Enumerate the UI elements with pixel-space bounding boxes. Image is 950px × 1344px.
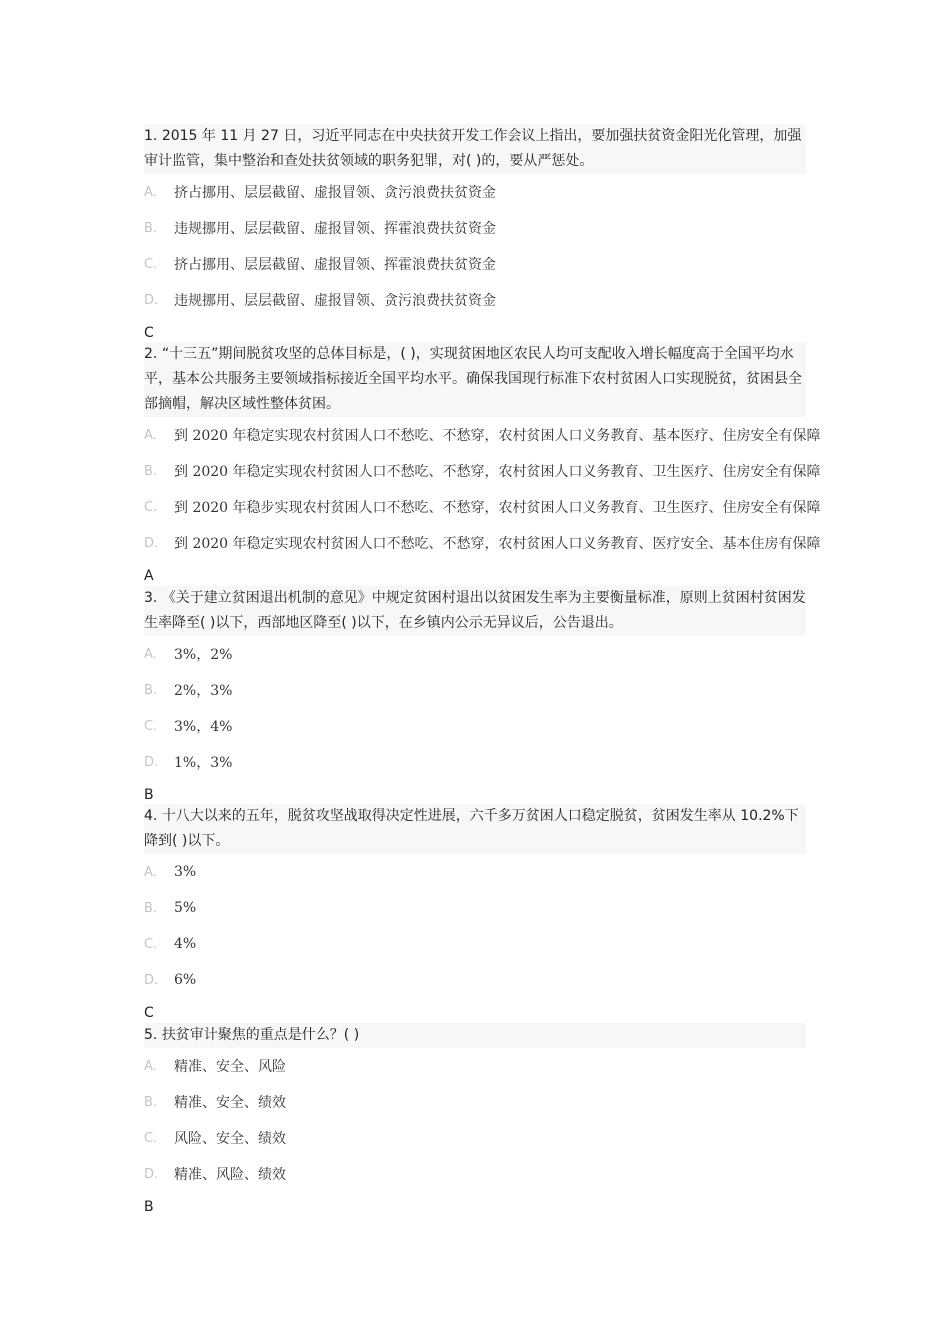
option-text: 4% (174, 936, 197, 952)
option-letter: A. (144, 184, 157, 200)
question-5 (144, 1023, 844, 1219)
question-text: 扶贫审计聚焦的重点是什么？( ) (161, 1027, 360, 1043)
answer-key: A (144, 568, 154, 584)
option-text: 精准、安全、风险 (174, 1059, 286, 1075)
option-letter: C. (144, 499, 158, 515)
option-letter: D. (144, 535, 159, 551)
option-c (144, 246, 844, 282)
question-1 (144, 124, 844, 345)
option-letter: D. (144, 754, 159, 770)
option-d (144, 282, 844, 318)
question-text: 2015 年 11 月 27 日，习近平同志在中央扶贫开发工作会议上指出，要加强扶贫资金阳光化管理，加强审计监管，集中整治和查处扶贫领域的职务犯罪，对( )的，要从严惩处。 (144, 128, 802, 169)
option-letter: D. (144, 1166, 159, 1182)
option-text: 到 2020 年稳步实现农村贫困人口不愁吃、不愁穿，农村贫困人口义务教育、卫生医疗、住房安全有保障 (174, 500, 821, 516)
option-letter: B. (144, 1094, 158, 1110)
answer-key: C (144, 1005, 154, 1021)
question-stem (144, 342, 806, 417)
question-number: 1. (144, 128, 158, 144)
option-text: 精准、风险、绩效 (174, 1167, 286, 1183)
option-d (144, 1156, 844, 1192)
question-2 (144, 342, 844, 588)
question-number: 5. (144, 1027, 158, 1043)
option-b (144, 672, 844, 708)
option-text: 3%，4% (174, 719, 233, 735)
option-letter: D. (144, 972, 159, 988)
option-c (144, 1120, 844, 1156)
option-letter: C. (144, 936, 158, 952)
option-text: 6% (174, 972, 197, 988)
option-a (144, 174, 844, 210)
question-stem (144, 124, 806, 174)
option-text: 风险、安全、绩效 (174, 1131, 286, 1147)
option-text: 违规挪用、层层截留、虚报冒领、挥霍浪费扶贫资金 (174, 221, 496, 237)
question-stem (144, 804, 806, 854)
option-text: 到 2020 年稳定实现农村贫困人口不愁吃、不愁穿，农村贫困人口义务教育、基本医疗、住房安全有保障 (174, 428, 821, 444)
answer-key: C (144, 325, 154, 341)
option-a (144, 636, 844, 672)
option-c (144, 926, 844, 962)
option-letter: B. (144, 900, 158, 916)
question-number: 2. (144, 346, 158, 362)
option-letter: A. (144, 864, 157, 880)
option-d (144, 525, 844, 561)
option-a (144, 417, 844, 453)
option-text: 挤占挪用、层层截留、虚报冒领、贪污浪费扶贫资金 (174, 185, 496, 201)
option-b (144, 210, 844, 246)
option-letter: B. (144, 682, 158, 698)
option-letter: C. (144, 1130, 158, 1146)
option-text: 5% (174, 900, 197, 916)
option-letter: C. (144, 256, 158, 272)
option-text: 3% (174, 864, 197, 880)
option-text: 1%，3% (174, 755, 233, 771)
option-letter: A. (144, 1058, 157, 1074)
answer-key: B (144, 1199, 154, 1215)
answer-key: B (144, 787, 154, 803)
question-stem (144, 1023, 806, 1048)
option-text: 2%，3% (174, 683, 233, 699)
option-letter: B. (144, 220, 158, 236)
option-letter: C. (144, 718, 158, 734)
question-number: 3. (144, 590, 158, 606)
question-number: 4. (144, 808, 158, 824)
option-c (144, 489, 844, 525)
question-3 (144, 586, 844, 807)
option-letter: A. (144, 646, 157, 662)
option-letter: A. (144, 427, 157, 443)
option-text: 违规挪用、层层截留、虚报冒领、贪污浪费扶贫资金 (174, 293, 496, 309)
question-4 (144, 804, 844, 1025)
question-text: 十八大以来的五年，脱贫攻坚战取得决定性进展，六千多万贫困人口稳定脱贫，贫困发生率从 10.2%下降到( )以下。 (144, 808, 799, 849)
option-c (144, 708, 844, 744)
option-a (144, 854, 844, 890)
option-letter: B. (144, 463, 158, 479)
option-a (144, 1048, 844, 1084)
option-text: 精准、安全、绩效 (174, 1095, 286, 1111)
question-text: “十三五”期间脱贫攻坚的总体目标是，( )，实现贫困地区农民人均可支配收入增长幅度高于全国平均水平，基本公共服务主要领域指标接近全国平均水平。确保我国现行标准下农村贫困人口实现脱贫，贫困县全部摘帽，解决区域性整体贫困。 (144, 346, 802, 412)
option-text: 到 2020 年稳定实现农村贫困人口不愁吃、不愁穿，农村贫困人口义务教育、医疗安全、基本住房有保障 (174, 536, 821, 552)
option-d (144, 744, 844, 780)
option-b (144, 1084, 844, 1120)
question-text: 《关于建立贫困退出机制的意见》中规定贫困村退出以贫困发生率为主要衡量标准，原则上贫困村贫困发生率降至( )以下，西部地区降至( )以下，在乡镇内公示无异议后，公告退出。 (144, 590, 806, 631)
option-letter: D. (144, 292, 159, 308)
option-text: 挤占挪用、层层截留、虚报冒领、挥霍浪费扶贫资金 (174, 257, 496, 273)
option-b (144, 453, 844, 489)
option-d (144, 962, 844, 998)
question-stem (144, 586, 806, 636)
option-text: 3%，2% (174, 647, 233, 663)
option-text: 到 2020 年稳定实现农村贫困人口不愁吃、不愁穿，农村贫困人口义务教育、卫生医疗、住房安全有保障 (174, 464, 821, 480)
option-b (144, 890, 844, 926)
